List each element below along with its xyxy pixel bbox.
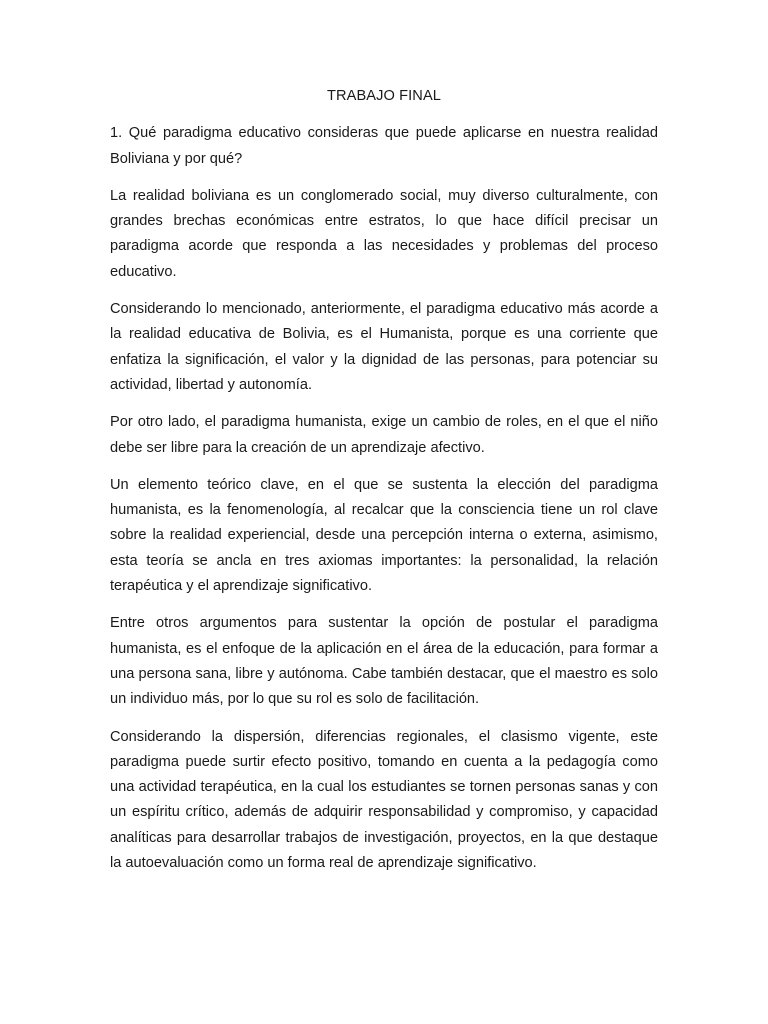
paragraph-3: Por otro lado, el paradigma humanista, exige un cambio de roles, en el que el niño debe ser libre para la creación de un aprendizaje afectivo. bbox=[110, 414, 658, 456]
paragraph-2: Considerando lo mencionado, anteriormente, el paradigma educativo más acorde a la realidad educativa de Bolivia, es el Humanista, porque es una corriente que enfatiza la significación, el valor y la dignidad de las personas, para potenciar su actividad, libertad y autonomía. bbox=[110, 301, 658, 393]
paragraph-4: Un elemento teórico clave, en el que se sustenta la elección del paradigma humanista, es la fenomenología, al recalcar que la consciencia tiene un rol clave sobre la realidad experiencial, desde una percepción interna o externa, asimismo, esta teoría se ancla en tres axiomas importantes: la personalidad, la relación terapéutica y el aprendizaje significativo. bbox=[110, 476, 658, 595]
question-text: 1. Qué paradigma educativo consideras que puede aplicarse en nuestra realidad Boliviana y por qué? bbox=[110, 125, 658, 167]
page-title: TRABAJO FINAL bbox=[326, 88, 442, 104]
paragraph-1: La realidad boliviana es un conglomerado social, muy diverso culturalmente, con grandes brechas económicas entre estratos, lo que hace difícil precisar un paradigma acorde que responda a las necesidades y problemas del proceso educativo. bbox=[110, 187, 658, 280]
paragraph-5: Entre otros argumentos para sustentar la opción de postular el paradigma humanista, es el enfoque de la aplicación en el área de la educación, para formar a una persona sana, libre y autónoma. Cabe también destacar, que el maestro es solo un individuo más, por lo que su rol es solo de facilitación. bbox=[110, 615, 658, 708]
paragraph-6: Considerando la dispersión, diferencias regionales, el clasismo vigente, este paradigma puede surtir efecto positivo, tomando en cuenta a la pedagogía como una actividad terapéutica, en la cual los estudiantes se tornen personas sanas y con un espíritu crítico, además de adquirir responsabilidad y compromiso, y capacidad analíticas para desarrollar trabajos de investigación, proyectos, en la que destaque la autoevaluación como un forma real de aprendizaje significativo. bbox=[110, 728, 658, 872]
document-body bbox=[110, 84, 658, 876]
